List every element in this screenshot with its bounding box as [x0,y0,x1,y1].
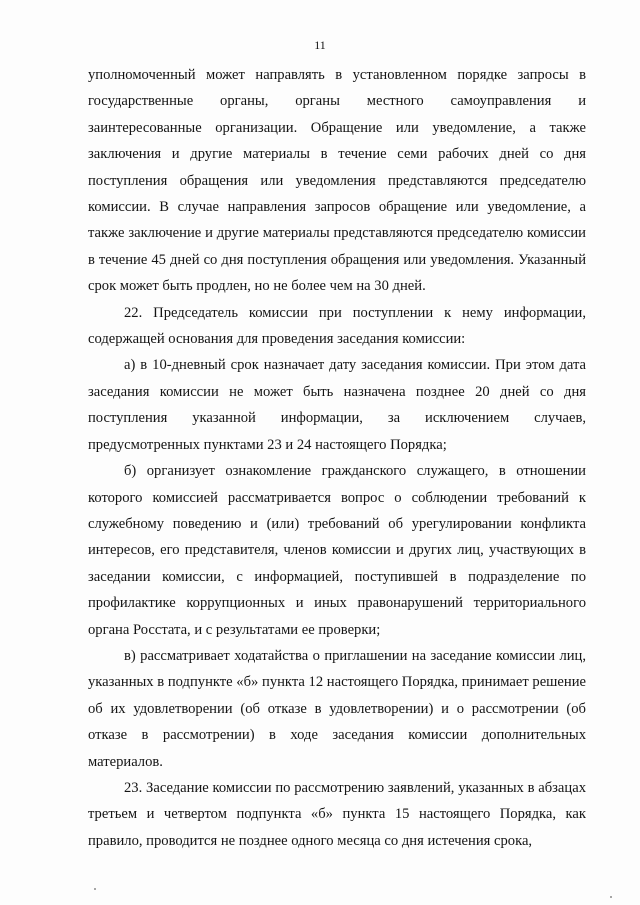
paragraph-subitem-a: а) в 10-дневный срок назначает дату заседания комиссии. При этом дата заседания комиссии не может быть назначена позднее 20 дней со дня поступления указанной информации, за исключением случаев, предусмотренных пунктами 23 и 24 настоящего Порядка; [88,357,586,453]
paragraph-item-22: 22. Председатель комиссии при поступлении к нему информации, содержащей основания для проведения заседания комиссии: [88,304,586,348]
paragraph-subitem-b: б) организует ознакомление гражданского служащего, в отношении которого комиссией рассматривается вопрос о соблюдении требований к служебному поведению и (или) требований об урегулировании конфликта интересов, его представителя, членов комиссии и других лиц, участвующих в заседании комиссии, с информацией, поступившей в подразделение по профилактике коррупционных и иных правонарушений территориального органа Росстата, и с результатами ее проверки; [88,463,586,638]
scan-speck [610,896,612,898]
scan-speck [94,888,96,890]
page-number: 11 [314,38,326,52]
paragraph-continuation: уполномоченный может направлять в установленном порядке запросы в государственные органы, органы местного самоуправления и заинтересованные организации. Обращение или уведомление, а также заключения и другие материалы в течение семи рабочих дней со дня поступления обращения или уведомления представляются председателю комиссии. В случае направления запросов обращение или уведомление, а также заключение и другие материалы представляются председателю комиссии в течение 45 дней со дня поступления обращения или уведомления. Указанный срок может быть продлен, но не более чем на 30 дней. [88,67,586,295]
paragraph-item-23: 23. Заседание комиссии по рассмотрению заявлений, указанных в абзацах третьем и четвертом подпункта «б» пункта 15 настоящего Порядка, как правило, проводится не позднее одного месяца со дня истечения срока, [88,779,586,849]
body-text [88,62,586,854]
paragraph-subitem-v: в) рассматривает ходатайства о приглашении на заседание комиссии лиц, указанных в подпункте «б» пункта 12 настоящего Порядка, принимает решение об их удовлетворении (об отказе в удовлетворении) и о рассмотрении (об отказе в рассмотрении) в ходе заседания комиссии дополнительных материалов. [88,647,586,770]
